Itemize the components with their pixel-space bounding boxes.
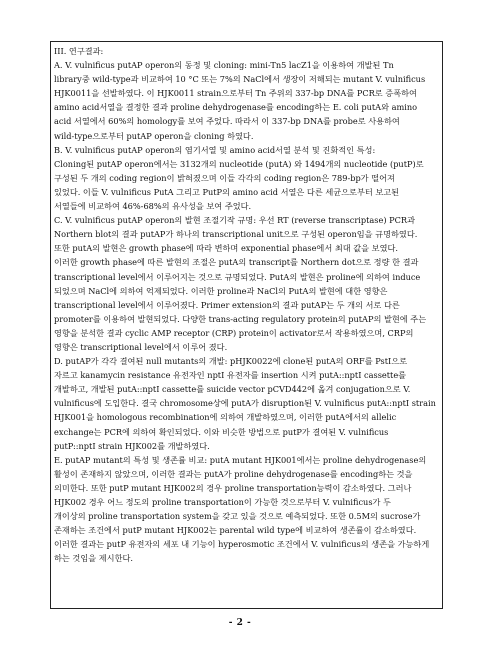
text-line: amino acid서열을 결정한 결과 proline dehydrogenase를 encoding하는 E. coli putA와 amino xyxy=(54,102,418,113)
text-line: 개발하고, 개발된 putA::nptI cassette를 suicide vector pCVD442에 옮겨 conjugation으로 V. xyxy=(54,384,411,395)
text-line: 의미한다. 또한 putP mutant HJK002의 경우 proline transportation능력이 감소하였다. 그러나 xyxy=(54,482,412,493)
text-line: wild-type으로부터 putAP operon을 cloning 하였다. xyxy=(54,130,254,141)
text-line: transcriptional level에서 이루어지는 것으로 규명되었다. PutA의 발현은 proline에 의하여 induce xyxy=(54,271,421,282)
text-line: 하는 것임을 제시한다. xyxy=(54,553,133,564)
text-line: III. 연구결과: xyxy=(54,46,104,56)
text-line: A. V. vulnificus putAP operon의 동정 및 cloning: mini-Tn5 lacZ1을 이용하여 개발된 Tn xyxy=(54,60,394,71)
text-line: HJK001을 homologous recombination에 의하여 개발하였으며, 이러한 putA에서의 allelic xyxy=(54,412,397,423)
text-line: 활성이 존재하지 않았으며, 이러한 결과는 putA가 proline dehydrogenase를 encoding하는 것을 xyxy=(54,468,413,479)
text-line: 영향은 transcriptional level에서 이루어 졌다. xyxy=(54,341,228,352)
text-line: 이러한 growth phase에 따른 발현의 조절은 putA의 transcript를 Northern dot으로 정량 한 결과 xyxy=(54,257,419,268)
text-line: 구성된 두 개의 coding region이 밝혀졌으며 이들 각각의 coding region은 789-bp가 떨어져 xyxy=(54,172,395,183)
text-line: library중 wild-type과 비교하여 10 °C 또는 7%의 NaCl에서 생장이 저해되는 mutant V. vulnificus xyxy=(54,74,426,85)
text-line: C. V. vulnificus putAP operon의 발현 조절기작 규명: 우선 RT (reverse transcriptase) PCR과 xyxy=(54,215,415,226)
text-line: 또한 putA의 발현은 growth phase에 따라 변하며 exponential phase에서 최대 값을 보였다. xyxy=(54,243,399,254)
text-line: HJK002 경우 어느 정도의 proline transportation이 가능한 것으로부터 V. vulnificus가 두 xyxy=(54,497,391,507)
text-line: B. V. vulnificus putAP operon의 염기서열 및 amino acid서열 분석 및 진화적인 특성: xyxy=(54,144,376,155)
page-number: - 2 - xyxy=(228,618,252,628)
text-line: E. putAP mutant의 특성 및 생존률 비교: putA mutant HJK001에서는 proline dehydrogenase의 xyxy=(54,454,427,465)
text-line: 서열들에 비교하여 46%-68%의 유사성을 보여 주었다. xyxy=(54,201,252,212)
text-line: D. putAP가 각각 결여된 null mutants의 개발: pHJK0022에 clone된 putA의 ORF를 PstI으로 xyxy=(54,356,408,367)
text-line: 개이상의 proline transportation system을 갖고 있을 것으로 예측되었다. 또한 0.5M의 sucrose가 xyxy=(54,511,421,522)
text-line: HJK0011을 선발하였다. 이 HJK0011 strain으로부터 Tn 주위의 337-bp DNA를 PCR로 증폭하여 xyxy=(54,88,417,99)
text-line: exchange는 PCR에 의하여 확인되었다. 이와 비슷한 방법으로 putP가 결여된 V. vulnificus xyxy=(54,426,389,437)
text-line: 영향을 분석한 결과 cyclic AMP receptor (CRP) protein이 activator로서 작용하였으며, CRP의 xyxy=(54,327,414,338)
text-line: transcriptional level에서 이루어졌다. Primer extension의 결과 putAP는 두 개의 서로 다른 xyxy=(54,299,400,310)
text-line: 있었다. 이들 V. vulnificus PutA 그리고 PutP의 amino acid 서열은 다른 세균으로부터 보고된 xyxy=(54,186,400,197)
text-line: Cloning된 putAP operon에서는 3132개의 nucleotide (putA) 와 1494개의 nucleotide (putP)로 xyxy=(54,158,424,169)
text-line: 되었으며 NaCl에 의하여 억제되었다. 이러한 proline과 NaCl의 PutA의 발현에 대한 영향은 xyxy=(54,285,388,296)
text-line: promoter를 이용하여 발현되었다. 다양한 trans-acting regulatory protein의 putAP의 발현에 주는 xyxy=(54,313,427,324)
text-line: putP::nptI strain HJK002를 개발하였다. xyxy=(54,440,210,451)
text-line: vulnificus에 도입한다. 결국 chromosome상에 putA가 disruption된 V. vulnificus putA::nptI strain xyxy=(54,398,436,409)
text-line: 존재하는 조건에서 putP mutant HJK002는 parental wild type에 비교하여 생존률이 감소하였다. xyxy=(54,525,417,536)
text-line: 이러한 결과는 putP 유전자의 세포 내 기능이 hyperosmotic 조건에서 V. vulnificus의 생존을 가능하게 xyxy=(54,539,430,550)
text-line: Northern blot의 결과 putAP가 하나의 transcriptional unit으로 구성된 operon임을 규명하였다. xyxy=(54,229,418,240)
text-line: acid 서열에서 60%의 homology를 보여 주었다. 따라서 이 337-bp DNA를 probe로 사용하여 xyxy=(54,116,400,127)
results-text xyxy=(54,44,440,565)
text-line: 자르고 kanamycin resistance 유전자인 nptI 유전자를 insertion 시켜 putA::nptI cassette를 xyxy=(54,370,407,381)
